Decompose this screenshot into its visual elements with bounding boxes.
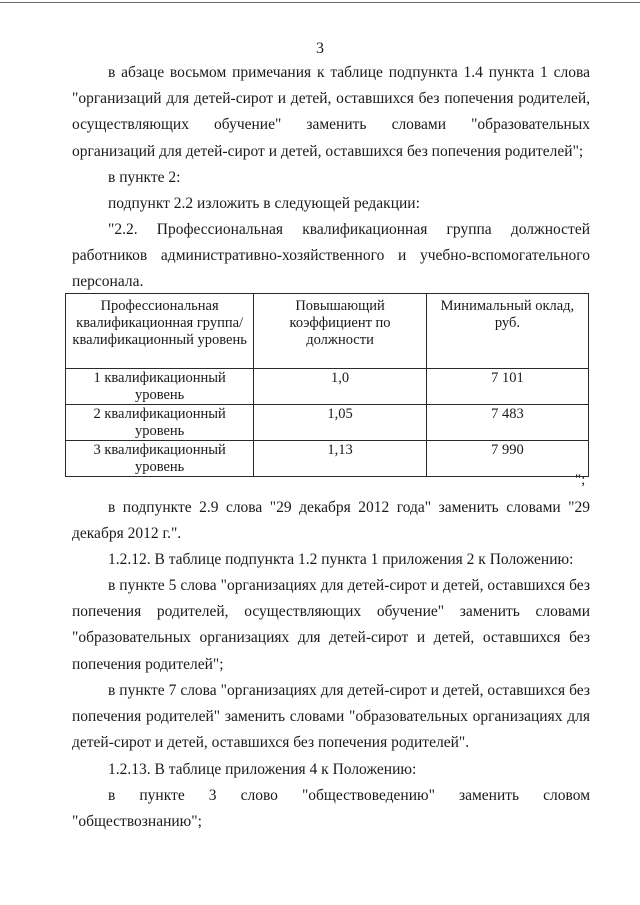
table-row xyxy=(66,441,589,477)
cell-coefficient: 1,05 xyxy=(254,405,427,441)
paragraph-point-5: в пункте 5 слова "организациях для детей-сирот и детей, оставшихся без попечения родителей, осуществляющих обучение" заменить словами "образовательных организациях для детей-сирот и детей, оставшихся без попечения родителей"; xyxy=(72,577,590,673)
table-row xyxy=(66,369,589,405)
cell-level: 2 квалификационный уровень xyxy=(66,405,254,441)
header-qualification-group: Профессиональная квалификационная группа/квалификационный уровень xyxy=(66,294,254,369)
header-coefficient: Повышающий коэффициент по должности xyxy=(254,294,427,369)
paragraph-group-title: "2.2. Профессиональная квалификационная группа должностей работников административно-хозяйственного и учебно-вспомогательного персонала. xyxy=(72,221,590,291)
cell-salary: 7 483 xyxy=(426,405,588,441)
cell-coefficient: 1,13 xyxy=(254,441,427,477)
paragraph-point-3: в пункте 3 слово "обществоведению" заменить словом "обществознанию"; xyxy=(72,787,590,831)
page-number: 3 xyxy=(316,40,324,57)
paragraph-note-amendment: в абзаце восьмом примечания к таблице подпункта 1.4 пункта 1 слова "организаций для детей-сирот и детей, оставшихся без попечения родителей, осуществляющих обучение" заменить словами "образовательных организаций для детей-сирот и детей, оставшихся без попечения родителей"; xyxy=(72,64,590,160)
paragraph-point-7: в пункте 7 слова "организациях для детей-сирот и детей, оставшихся без попечения родителей" заменить словами "образовательных организациях для детей-сирот и детей, оставшихся без попечения родителей". xyxy=(72,682,590,752)
salary-table xyxy=(65,293,589,477)
table-row xyxy=(66,405,589,441)
cell-coefficient: 1,0 xyxy=(254,369,427,405)
top-border-line xyxy=(0,2,640,3)
paragraph-subpoint-2-2: подпункт 2.2 изложить в следующей редакции: xyxy=(108,195,420,212)
cell-salary: 7 990 xyxy=(426,441,588,477)
table-header-row xyxy=(66,294,589,369)
table-closing-quote: "; xyxy=(575,472,586,488)
cell-level: 1 квалификационный уровень xyxy=(66,369,254,405)
paragraph-point-2: в пункте 2: xyxy=(108,169,181,186)
paragraph-subpoint-2-9: в подпункте 2.9 слова "29 декабря 2012 года" заменить словами "29 декабря 2012 г.". xyxy=(72,499,590,543)
cell-level: 3 квалификационный уровень xyxy=(66,441,254,477)
header-minimum-salary: Минимальный оклад, руб. xyxy=(426,294,588,369)
cell-salary: 7 101 xyxy=(426,369,588,405)
paragraph-1-2-13: 1.2.13. В таблице приложения 4 к Положению: xyxy=(108,761,417,778)
paragraph-1-2-12: 1.2.12. В таблице подпункта 1.2 пункта 1 приложения 2 к Положению: xyxy=(108,551,574,568)
